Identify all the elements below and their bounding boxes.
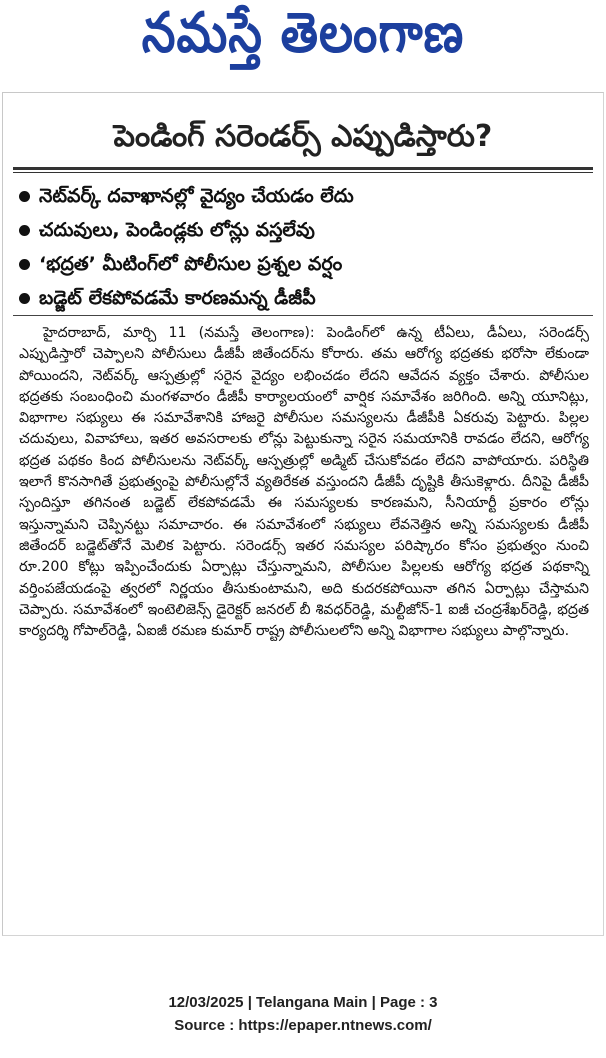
- summary-bullet: [17, 247, 587, 281]
- bullet-dot-icon: [19, 225, 30, 236]
- bullet-dot-icon: [19, 259, 30, 270]
- summary-bullet-text: ‘భద్రత’ మీటింగ్‌లో పోలీసుల ప్రశ్నల వర్షం: [39, 253, 343, 275]
- bullet-dot-icon: [19, 191, 30, 202]
- summary-bullet-list: [17, 179, 587, 315]
- masthead-logo-text: నమస్తే తెలంగాణ: [141, 0, 465, 66]
- summary-bullet-text: చదువులు, పెండిండ్లకు లోన్లు వస్తలేవు: [39, 219, 315, 241]
- summary-bullet-text: నెట్‌వర్క్ దవాఖానల్లో వైద్యం చేయడం లేదు: [39, 185, 354, 207]
- summary-bullet-text: బడ్జెట్ లేకపోవడమే కారణమన్న డీజీపీ: [39, 287, 316, 309]
- summary-bullet: [17, 179, 587, 213]
- footer-source-link[interactable]: Source : https://epaper.ntnews.com/: [174, 1017, 432, 1034]
- newspaper-masthead: [0, 0, 606, 78]
- article-headline: పెండింగ్ సరెండర్స్ ఎప్పుడిస్తారు?: [113, 119, 493, 154]
- footer-date-edition-page: 12/03/2025 | Telangana Main | Page : 3: [168, 994, 438, 1011]
- summary-bullet: [17, 213, 587, 247]
- article-clipping: [2, 92, 604, 936]
- bullets-divider: [13, 315, 593, 316]
- bullet-dot-icon: [19, 293, 30, 304]
- article-body: హైదరాబాద్, మార్చి 11 (నమస్తే తెలంగాణ): పెండింగ్‌లో ఉన్న టీఏలు, డీఏలు, సరెండర్స్ ఎప్పుడిస్తారో చెప్పాలని పోలీసులు డీజీపీ జితేందర్‌ను కోరారు. తమ ఆరోగ్య భద్రతకు భరోసా లేకుండా పోయిందని, నెట్‌వర్క్ ఆస్పత్రుల్లో సరైన వైద్యం లభించడం లేదని ఆవేదన వ్యక్తం చేశారు. పోలీసుల భద్రతకు సంబంధించి మంగళవారం డీజీపీ కార్యాలయంలో వార్షిక సమావేశం జరిగింది. అన్ని యూనిట్లు, విభాగాల సభ్యులు ఈ సమావేశానికి హాజరై పోలీసుల సమస్యలను డీజీపీకి ఏకరువు పెట్టారు. పిల్లల చదువులు, వివాహాలు, ఇతర అవసరాలకు లోన్లు పెట్టుకున్నా సరైన సమయానికి రావడం లేదని, ఆరోగ్య భద్రత పథకం కింద పోలీసులను నెట్‌వర్క్ ఆస్పత్రుల్లో అడ్మిట్ చేసుకోవడం లేదని వాపోయారు. పరిస్థితి ఇలాగే కొనసాగితే ప్రభుత్వంపై పోలీసుల్లోనే వ్యతిరేకత వస్తుందని డీజీపీ దృష్టికి తీసుకెళ్లారు. దీనిపై డీజీపీ స్పందిస్తూ తగినంత బడ్జెట్ లేకపోవడమే ఈ సమస్యలకు కారణమని, సీనియార్టీ ప్రకారం లోన్లు ఇస్తున్నామని చెప్పినట్టు సమాచారం. ఈ సమావేశంలో సభ్యులు లేవనెత్తిన అన్ని సమస్యలకు డీజీపీ జితేందర్ బడ్జెట్‌తోనే మెలిక పెట్టారు. సరెండర్స్ ఇతర సమస్యల పరిష్కారం కోసం ప్రభుత్వం నుంచి రూ.200 కోట్లు ఇప్పించేందుకు ఏర్పాట్లు చేస్తున్నామని, పోలీసుల పిల్లలకు ఆరోగ్య భద్రత పథకాన్ని వర్తింపజేయడంపై త్వరలో నిర్ణయం తీసుకుంటామని, అది కుదరకపోయినా తగిన ఏర్పాట్లు చేస్తామని చెప్పారు. సమావేశంలో ఇంటెలిజెన్స్ డైరెక్టర్ జనరల్ బీ శివధర్‌రెడ్డి, మల్టీజోన్-1 ఐజీ చంద్రశేఖర్‌రెడ్డి, భద్రత కార్యదర్శి గోపాల్‌రెడ్డి, ఏఐజీ రమణ కుమార్ రాష్ట్ర పోలీసులలోని అన్ని విభాగాల సభ్యులు పాల్గొన్నారు.: [19, 325, 589, 640]
- headline-divider: [13, 167, 593, 170]
- summary-bullet: [17, 281, 587, 315]
- headline-divider-thin: [13, 172, 593, 173]
